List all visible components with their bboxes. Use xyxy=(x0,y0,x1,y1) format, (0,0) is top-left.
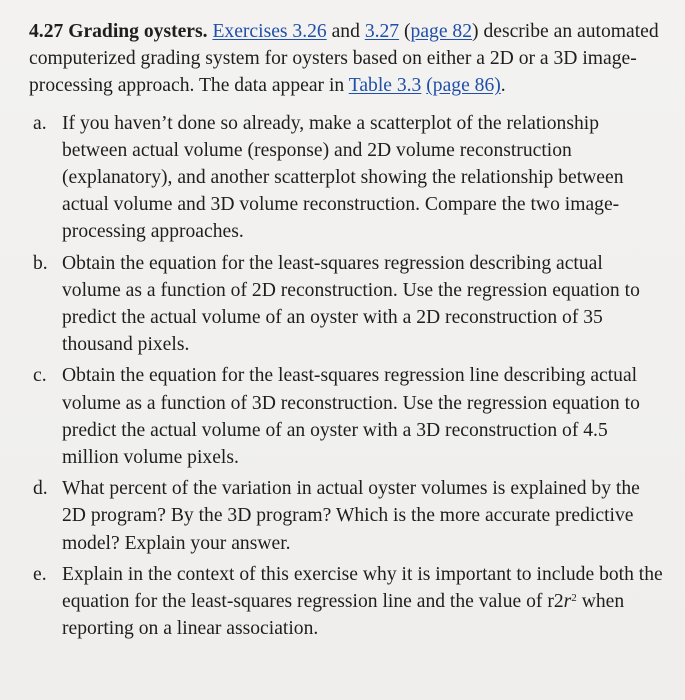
part-marker: d. xyxy=(33,478,48,500)
page-82-link[interactable]: page 82 xyxy=(410,21,473,42)
exercise-number: 4.27 xyxy=(29,21,64,42)
intro-text: describe an automated computerized grading system for oysters based on either a 2D or a 3D image-processing approach. The data appear in xyxy=(29,21,659,97)
exercise-parts-list xyxy=(29,110,663,643)
exercise-title: Grading oysters. xyxy=(68,21,208,42)
part-marker: c. xyxy=(33,365,47,387)
part-marker: b. xyxy=(33,252,48,274)
part-text: Obtain the equation for the least-squares regression describing actual volume as a function of 2D reconstruction. Use the regression equation to predict the actual volume of an oyster with a 2D reconstruction of 35 thousand pixels. xyxy=(62,252,640,356)
exercise-intro xyxy=(29,18,659,100)
conjunction-text: and xyxy=(331,21,360,42)
part-text xyxy=(62,561,663,643)
paren-open: ( xyxy=(404,21,411,42)
r-squared-superscript: 2 xyxy=(571,592,577,605)
part-text: If you haven’t done so already, make a scatterplot of the relationship between actual volume (response) and 2D volume reconstruction (explanatory), and another scatterplot showing the relationship between actual volume and 3D volume reconstruction. Compare the two image-processing approaches. xyxy=(62,112,624,243)
exercises-3-26-link[interactable]: Exercises 3.26 xyxy=(212,21,327,42)
part-e xyxy=(29,561,663,643)
part-marker: a. xyxy=(33,112,47,134)
part-text: What percent of the variation in actual oyster volumes is explained by the 2D program? By the 3D program? Which is the more accurate predictive model? Explain your answer. xyxy=(62,478,640,554)
part-c xyxy=(29,362,663,471)
part-a xyxy=(29,110,663,246)
r2-plain: r2 xyxy=(547,591,564,613)
table-3-3-link[interactable]: Table 3.3 xyxy=(348,75,422,97)
exercise-3-27-link[interactable]: 3.27 xyxy=(364,21,400,42)
part-text: Obtain the equation for the least-squares regression line describing actual volume as a function of 3D reconstruction. Use the regression equation to predict the actual volume of an oyster with a 3D reconstruction of 4.5 million volume pixels. xyxy=(62,365,640,469)
intro-period: . xyxy=(500,75,506,97)
part-e-text-before: Explain in the context of this exercise why it is important to include both the equation for the least-squares regression line and the value of xyxy=(62,563,663,613)
paren-close: ) xyxy=(472,21,479,42)
exercise-heading xyxy=(29,21,208,42)
part-marker: e. xyxy=(33,563,47,585)
r-italic: r xyxy=(563,591,572,613)
part-b xyxy=(29,250,663,359)
part-d xyxy=(29,475,663,557)
page-86-link[interactable]: (page 86) xyxy=(426,75,501,97)
part-e-text-after: when reporting on a linear association. xyxy=(62,591,625,640)
